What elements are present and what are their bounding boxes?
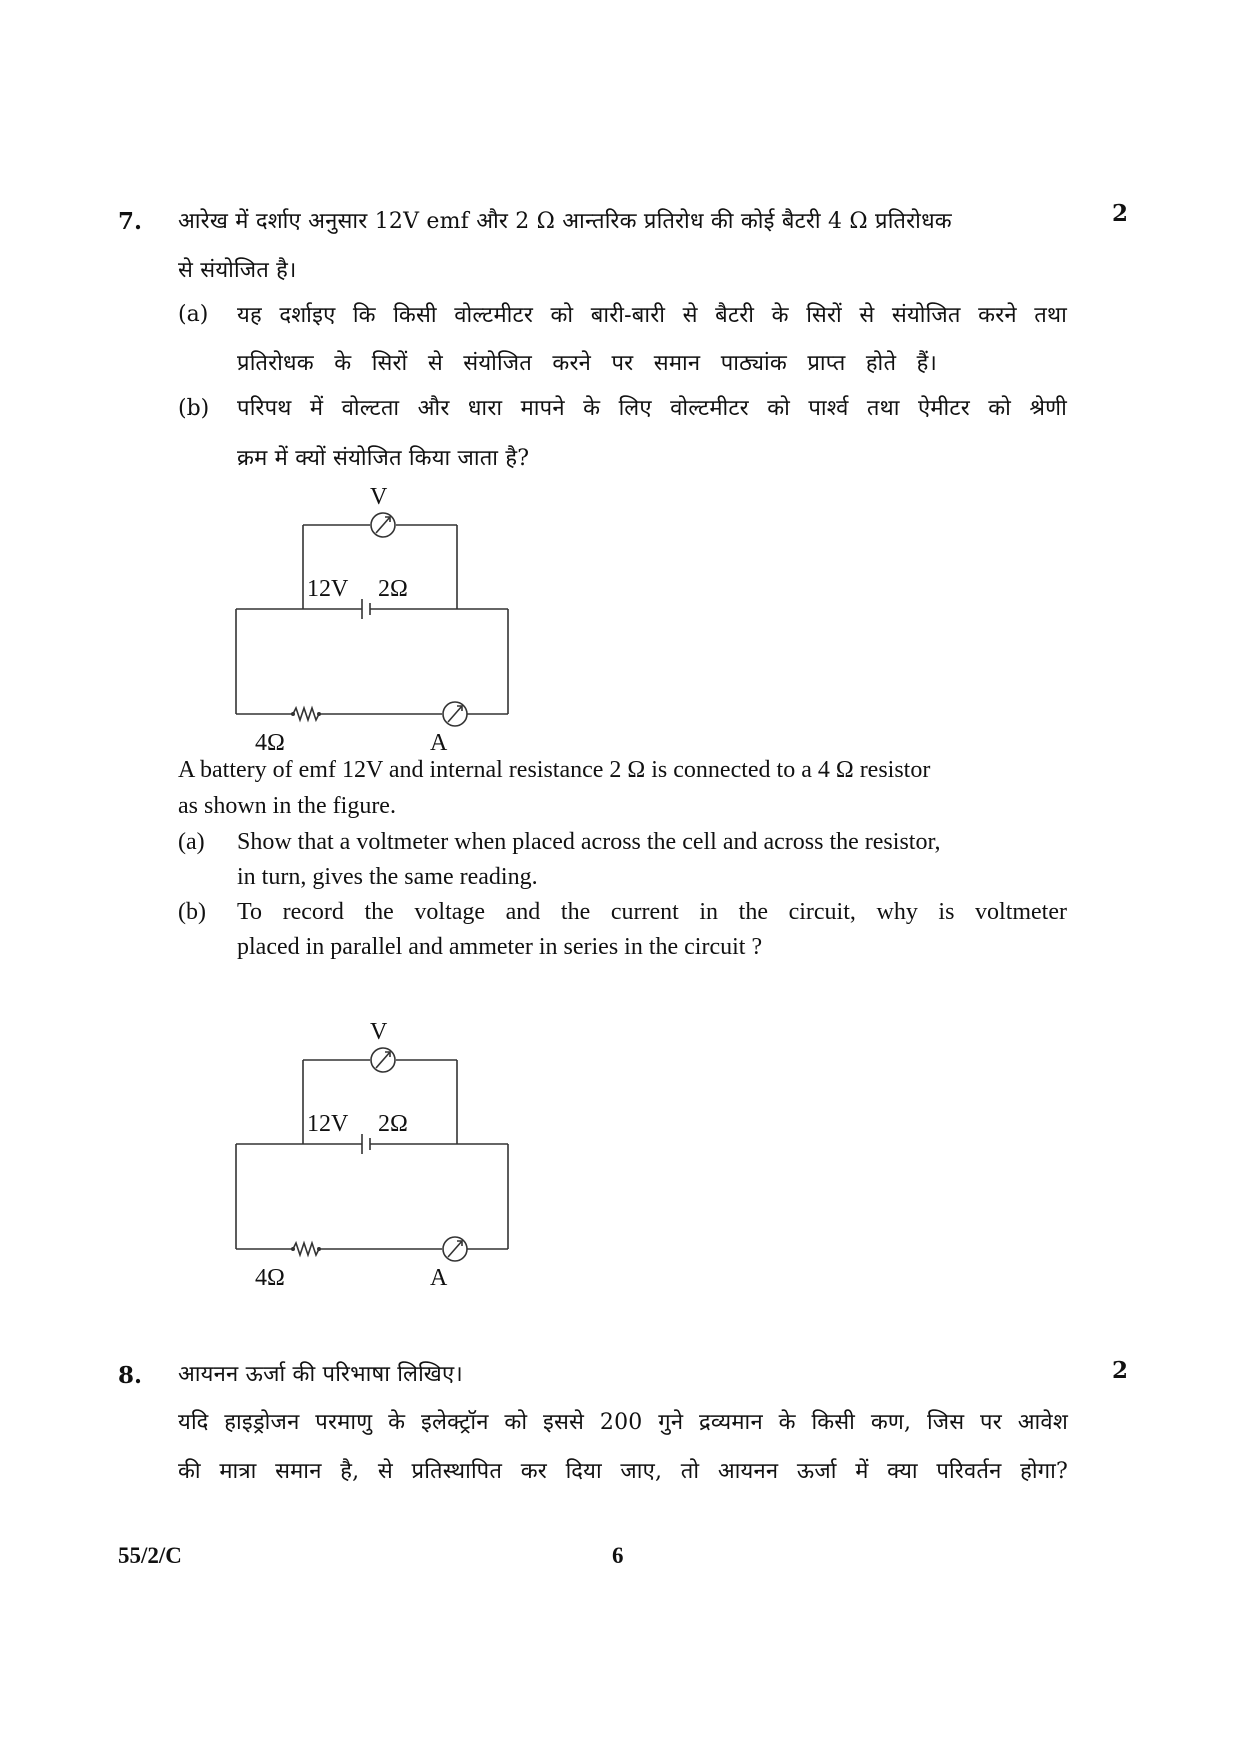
battery-cell-icon <box>362 599 370 619</box>
circuit-diagram-english <box>220 1013 540 1293</box>
voltmeter-icon <box>371 513 395 537</box>
q7-hindi-part-a-label: (a) <box>178 302 209 327</box>
question-7-number: 7. <box>118 208 143 235</box>
emf-label: 12V <box>307 576 349 602</box>
q8-line1: आयनन ऊर्जा की परिभाषा लिखिए। <box>178 1362 463 1387</box>
q7-hindi-part-b-label: (b) <box>178 396 210 421</box>
page-number: 6 <box>612 1543 624 1568</box>
voltmeter-icon <box>371 1048 395 1072</box>
resistor-label: 4Ω <box>255 730 285 756</box>
paper-code: 55/2/C <box>118 1543 182 1568</box>
question-7-marks: 2 <box>1112 200 1129 227</box>
q7-english-stem-line2: as shown in the figure. <box>178 793 396 819</box>
q8-line2: यदि हाइड्रोजन परमाणु के इलेक्ट्रॉन को इससे 200 गुने द्रव्यमान के किसी कण, जिस पर आवेश <box>178 1410 1068 1435</box>
q7-hindi-part-b-line1: परिपथ में वोल्टता और धारा मापने के लिए वोल्टमीटर को पार्श्व तथा ऐमीटर को श्रेणी <box>237 396 1067 421</box>
q7-english-part-a-line2: in turn, gives the same reading. <box>237 864 538 890</box>
emf-label: 12V <box>307 1111 349 1137</box>
resistor-label: 4Ω <box>255 1265 285 1291</box>
q8-line3: की मात्रा समान है, से प्रतिस्थापित कर दिया जाए, तो आयनन ऊर्जा में क्या परिवर्तन होगा? <box>178 1459 1068 1484</box>
q7-hindi-part-a-line2: प्रतिरोधक के सिरों से संयोजित करने पर समान पाठ्यांक प्राप्त होते हैं। <box>237 351 937 376</box>
voltmeter-label: V <box>370 1019 388 1045</box>
q7-english-part-b-line2: placed in parallel and ammeter in series in the circuit ? <box>237 934 763 960</box>
ammeter-label: A <box>430 730 448 756</box>
q7-english-stem-line1: A battery of emf 12V and internal resistance 2 Ω is connected to a 4 Ω resistor <box>178 757 931 783</box>
question-8-marks: 2 <box>1112 1357 1129 1384</box>
q7-english-part-a-label: (a) <box>178 829 205 855</box>
ammeter-icon <box>443 1237 467 1261</box>
ammeter-label: A <box>430 1265 448 1291</box>
q7-hindi-part-a-line1: यह दर्शाइए कि किसी वोल्टमीटर को बारी-बारी से बैटरी के सिरों से संयोजित करने तथा <box>237 303 1067 328</box>
resistor-icon <box>291 1243 321 1255</box>
resistor-icon <box>291 708 321 720</box>
q7-hindi-stem-line2: से संयोजित है। <box>178 258 297 283</box>
q7-english-part-a-line1: Show that a voltmeter when placed across the cell and across the resistor, <box>237 829 941 855</box>
q7-hindi-stem-line1: आरेख में दर्शाए अनुसार 12V emf और 2 Ω आन्तरिक प्रतिरोध की कोई बैटरी 4 Ω प्रतिरोधक <box>178 209 952 234</box>
voltmeter-label: V <box>370 484 388 510</box>
question-8-number: 8. <box>118 1362 143 1389</box>
q7-english-part-b-line1: To record the voltage and the current in the circuit, why is voltmeter <box>237 899 1067 925</box>
q7-english-part-b-label: (b) <box>178 899 206 925</box>
q7-hindi-part-b-line2: क्रम में क्यों संयोजित किया जाता है? <box>237 446 530 471</box>
internal-resistance-label: 2Ω <box>378 576 408 602</box>
internal-resistance-label: 2Ω <box>378 1111 408 1137</box>
ammeter-icon <box>443 702 467 726</box>
circuit-diagram-hindi <box>220 478 540 758</box>
battery-cell-icon <box>362 1134 370 1154</box>
